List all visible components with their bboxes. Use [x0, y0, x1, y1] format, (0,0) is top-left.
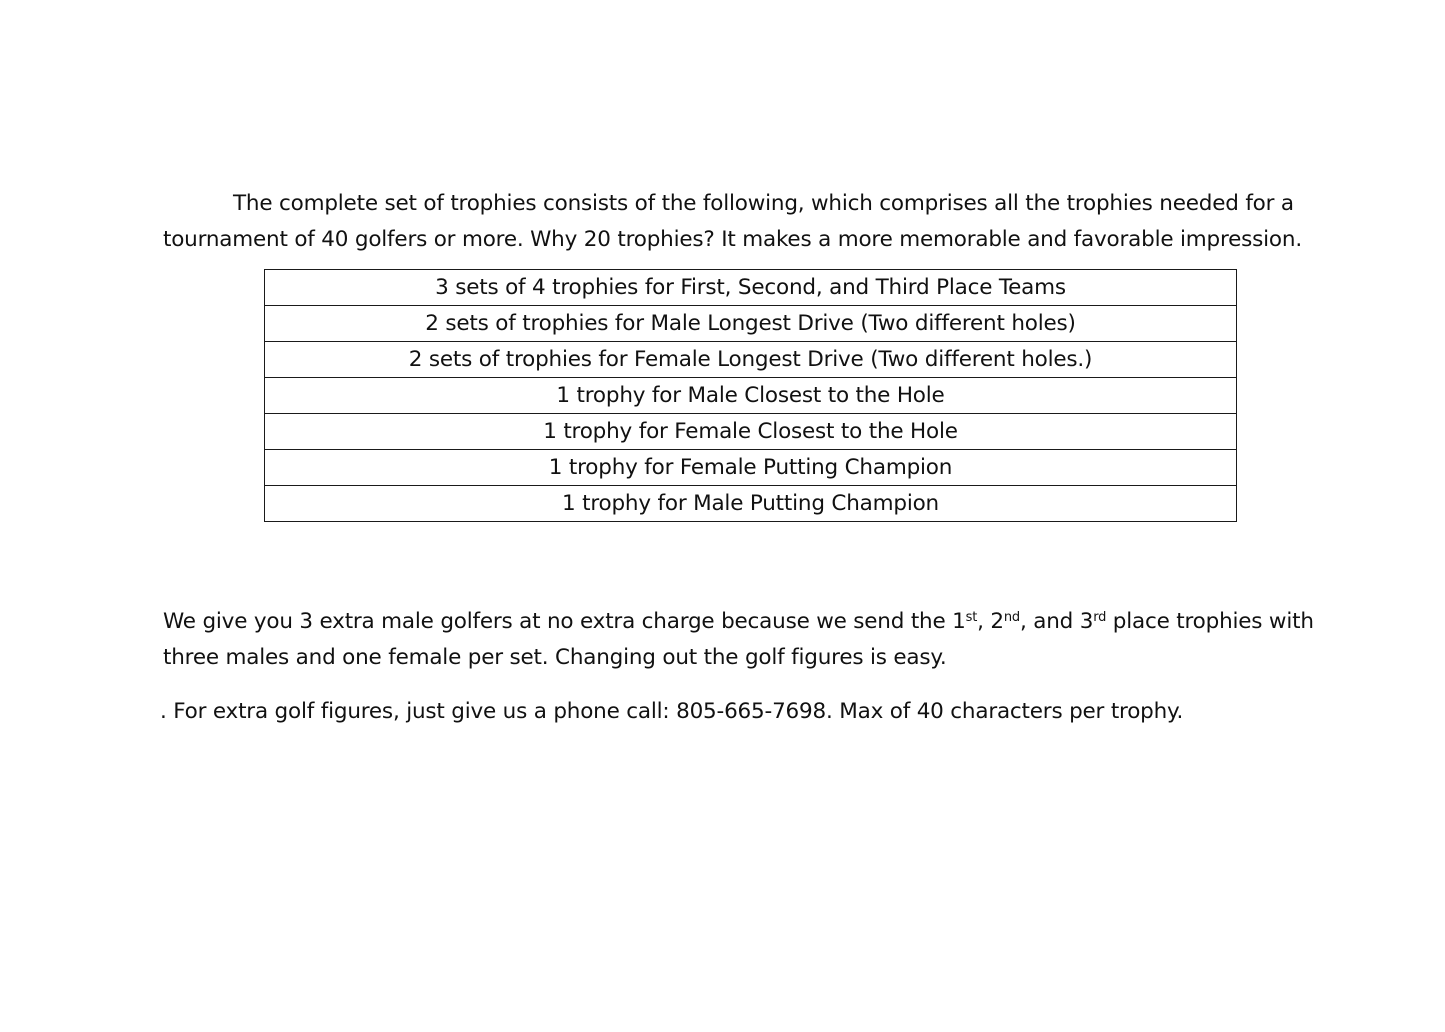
table-cell: 1 trophy for Female Closest to the Hole	[265, 414, 1237, 450]
table-row	[265, 342, 1237, 378]
contact-note: . For extra golf figures, just give us a phone call: 805-665-7698. Max of 40 characters per trophy.	[160, 699, 1184, 724]
text-segment: place trophies with	[1106, 609, 1314, 634]
table-row	[265, 306, 1237, 342]
table-cell: 1 trophy for Female Putting Champion	[265, 450, 1237, 486]
table-cell: 1 trophy for Male Putting Champion	[265, 486, 1237, 522]
table-row	[265, 450, 1237, 486]
extra-golfers-line-2: three males and one female per set. Changing out the golf figures is easy.	[163, 645, 947, 670]
intro-line-1: The complete set of trophies consists of the following, which comprises all the trophies needed for a	[233, 191, 1294, 216]
text-segment: , and 3	[1019, 609, 1094, 634]
extra-golfers-line-1	[163, 604, 1323, 640]
ordinal-suffix: nd	[1003, 609, 1020, 625]
table-cell: 3 sets of 4 trophies for First, Second, and Third Place Teams	[265, 270, 1237, 306]
table-cell: 2 sets of trophies for Female Longest Drive (Two different holes.)	[265, 342, 1237, 378]
table-row	[265, 378, 1237, 414]
table-cell: 2 sets of trophies for Male Longest Drive (Two different holes)	[265, 306, 1237, 342]
intro-paragraph	[163, 186, 1323, 258]
table-row	[265, 270, 1237, 306]
trophy-table	[264, 269, 1237, 522]
intro-line-2: tournament of 40 golfers or more. Why 20 trophies? It makes a more memorable and favorable impression.	[163, 227, 1302, 252]
table-row	[265, 486, 1237, 522]
table-row	[265, 414, 1237, 450]
text-segment: We give you 3 extra male golfers at no extra charge because we send the 1	[163, 609, 966, 634]
text-segment: , 2	[977, 609, 1004, 634]
extra-golfers-paragraph	[163, 604, 1323, 676]
table-cell: 1 trophy for Male Closest to the Hole	[265, 378, 1237, 414]
ordinal-suffix: rd	[1093, 609, 1107, 625]
ordinal-suffix: st	[965, 609, 978, 625]
